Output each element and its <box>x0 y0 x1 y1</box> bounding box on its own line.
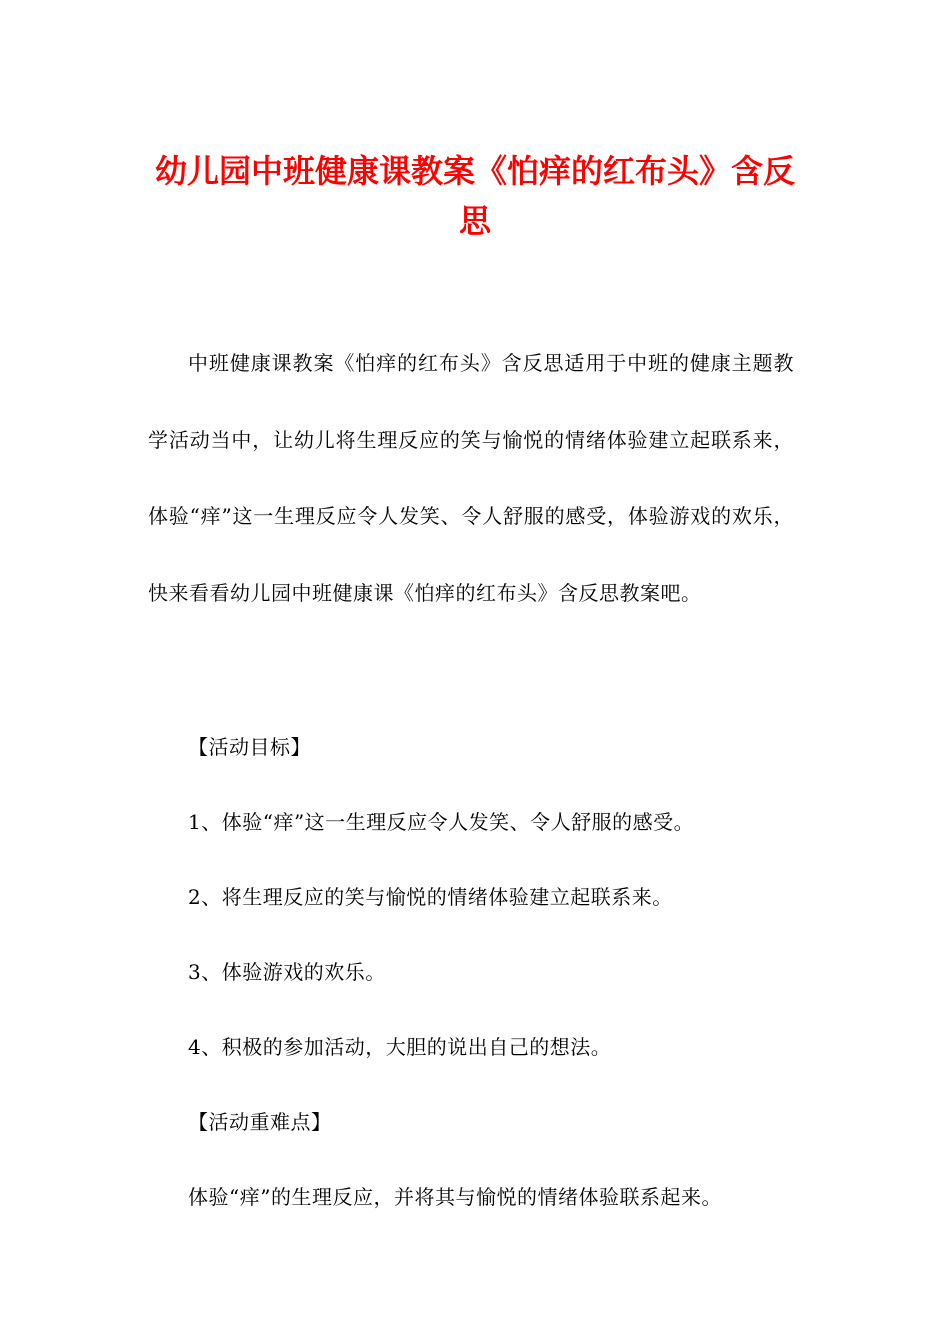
intro-paragraph: 中班健康课教案《怕痒的红布头》含反思适用于中班的健康主题教学活动当中，让幼儿将生理反应的笑与愉悦的情绪体验建立起联系来，体验“痒”这一生理反应令人发笑、令人舒服的感受，体验游戏的欢乐，快来看看幼儿园中班健康课《怕痒的红布头》含反思教案吧。 <box>148 351 794 605</box>
goal-item-1: 1、体验“痒”这一生理反应令人发笑、令人舒服的感受。 <box>188 810 695 834</box>
document-title: 幼儿园中班健康课教案《怕痒的红布头》含反思 <box>154 152 795 240</box>
intro-section <box>148 325 794 710</box>
goal-item-4: 4、积极的参加活动，大胆的说出自己的想法。 <box>188 1035 612 1059</box>
keypoints-heading: 【活动重难点】 <box>188 1110 332 1134</box>
document-body <box>148 325 794 1235</box>
goals-heading: 【活动目标】 <box>188 735 311 759</box>
goal-item-2: 2、将生理反应的笑与愉悦的情绪体验建立起联系来。 <box>188 885 673 909</box>
keypoints-paragraph: 体验“痒”的生理反应，并将其与愉悦的情绪体验联系起来。 <box>188 1185 722 1209</box>
goal-item-3: 3、体验游戏的欢乐。 <box>188 960 386 984</box>
